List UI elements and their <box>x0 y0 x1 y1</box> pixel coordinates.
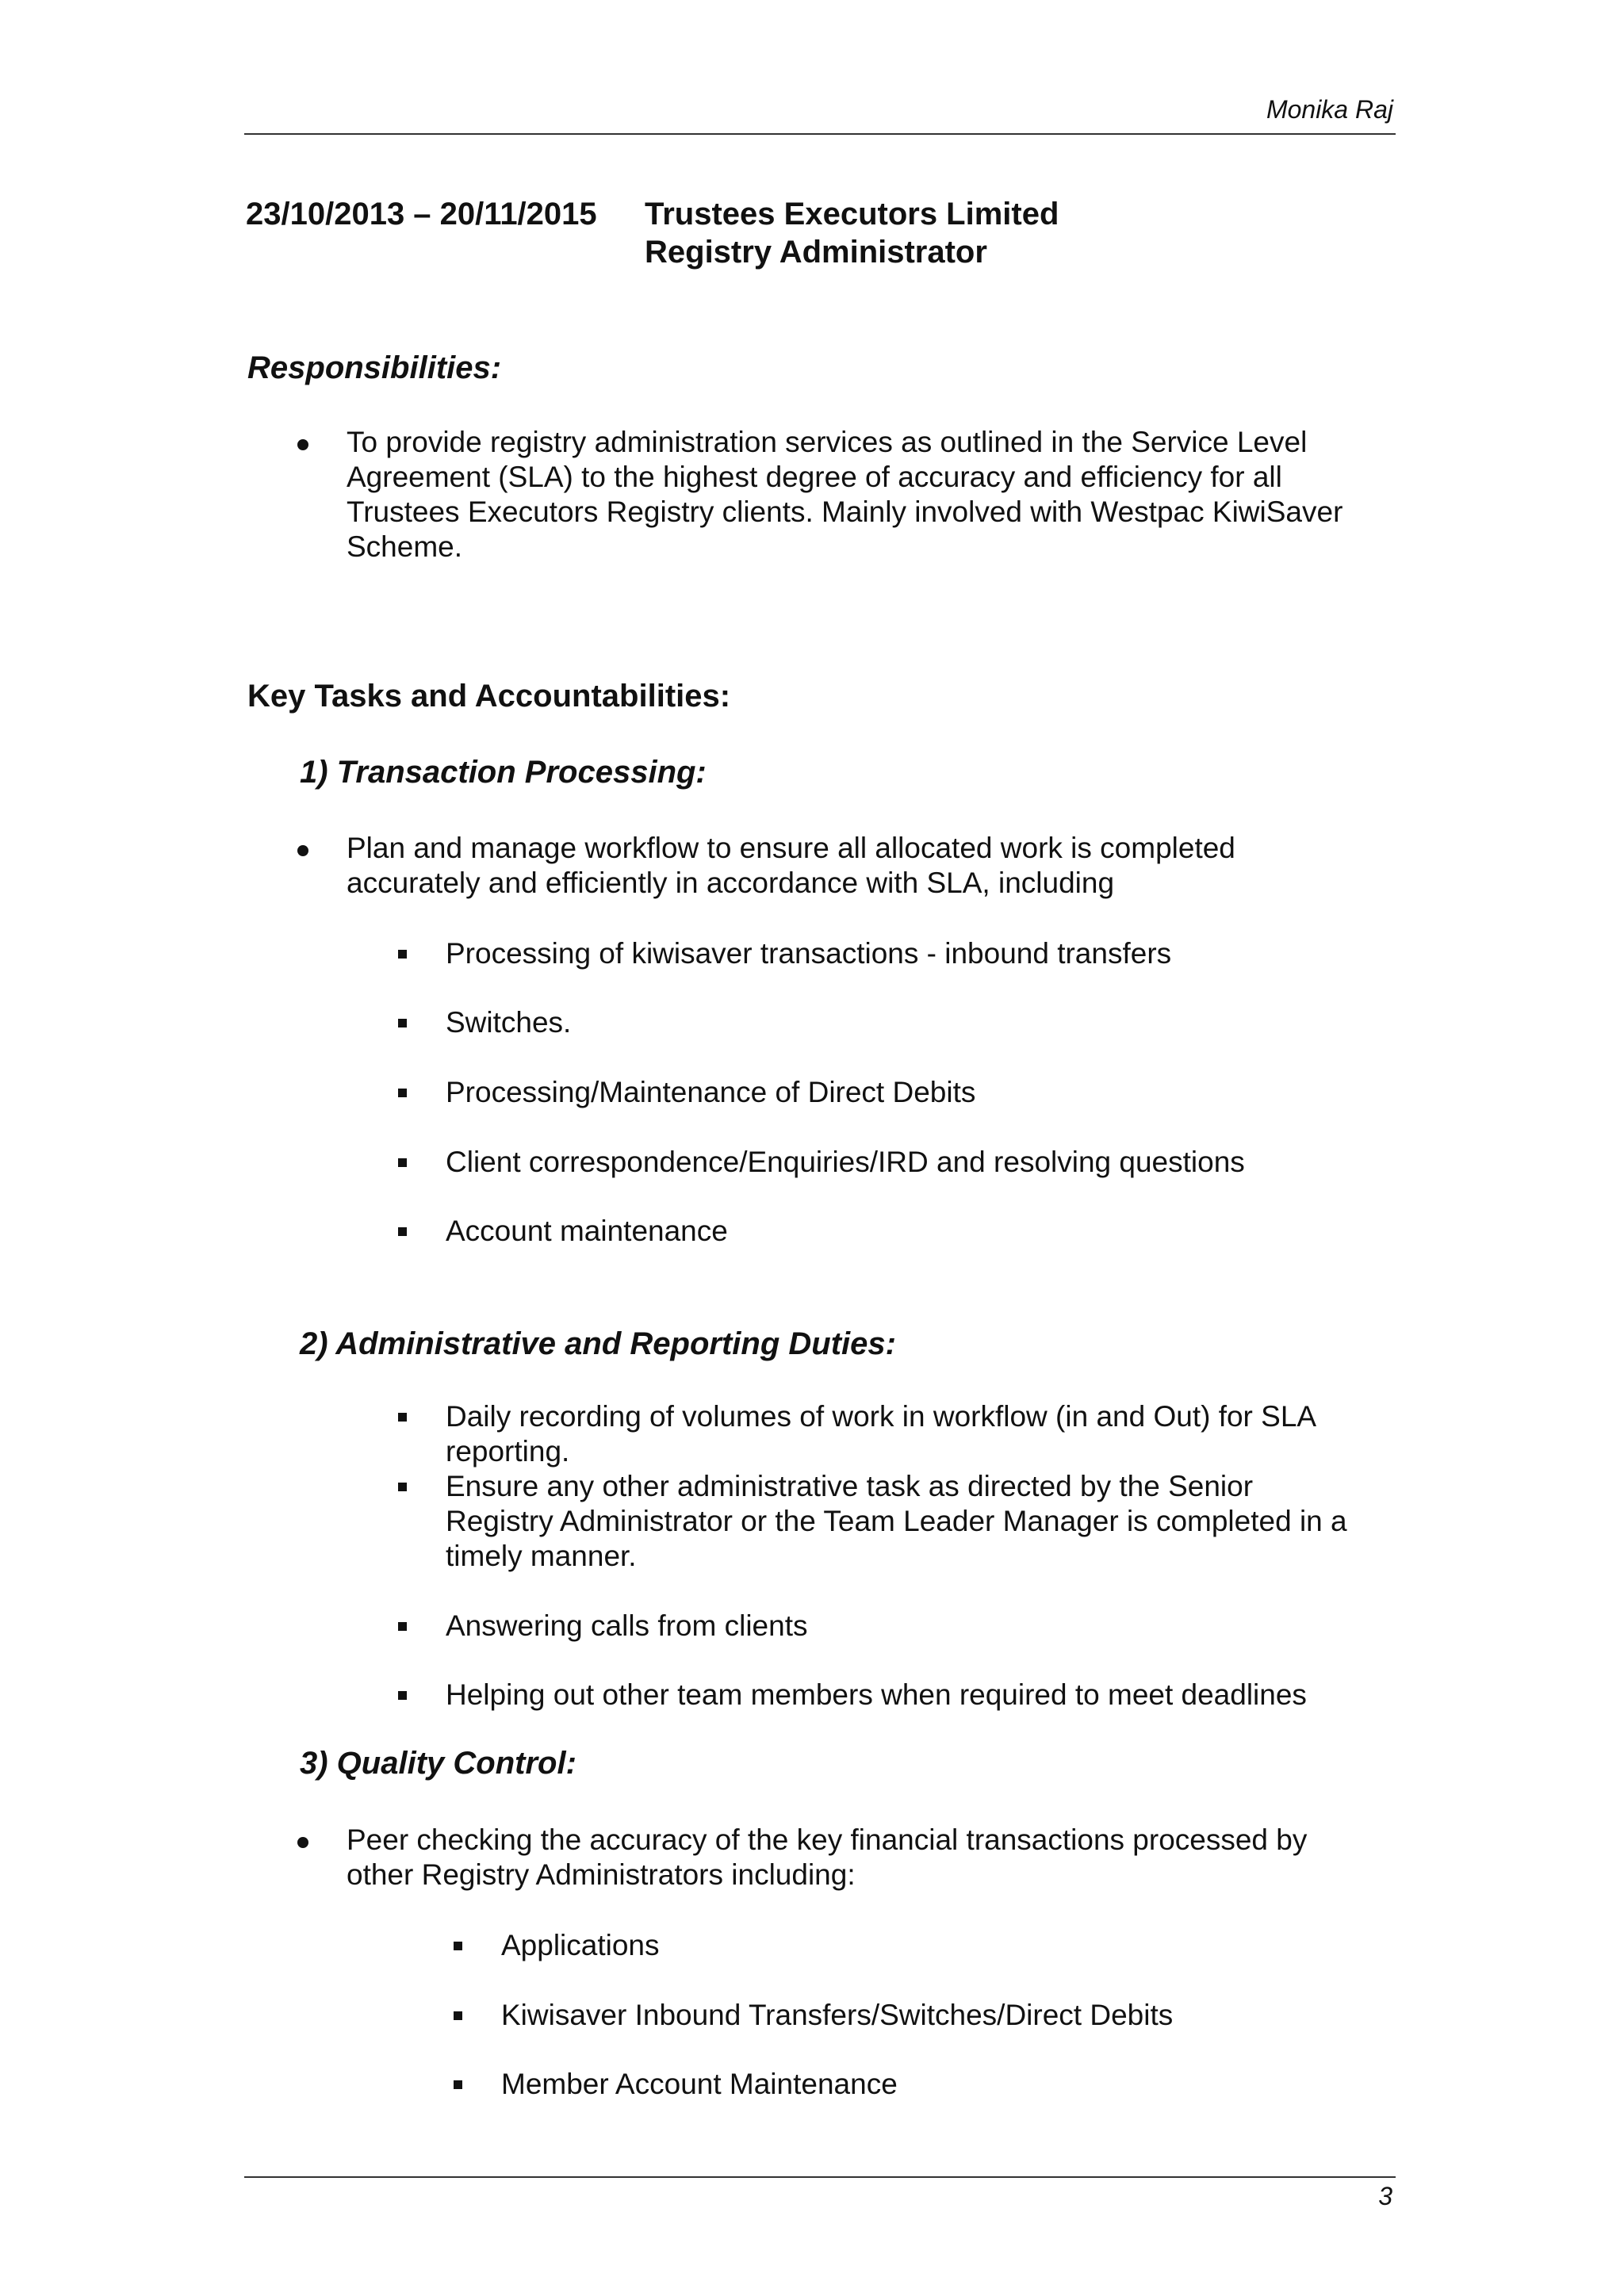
text-line: Trustees Executors Registry clients. Mainly involved with Westpac KiwiSaver <box>347 496 1343 528</box>
text-line: Agreement (SLA) to the highest degree of accuracy and efficiency for all <box>347 461 1282 493</box>
text-line: timely manner. <box>446 1540 637 1572</box>
section1-intro <box>347 831 1235 901</box>
list-item: Client correspondence/Enquiries/IRD and resolving questions <box>446 1146 1245 1178</box>
job-role: Registry Administrator <box>645 235 987 270</box>
text-line: Plan and manage workflow to ensure all allocated work is completed <box>347 832 1235 864</box>
section3-intro <box>347 1823 1307 1892</box>
text-line: reporting. <box>446 1435 570 1468</box>
list-item: Processing/Maintenance of Direct Debits <box>446 1076 976 1108</box>
bullet-dot <box>297 1837 308 1848</box>
square-bullet <box>454 2080 462 2089</box>
list-item: Answering calls from clients <box>446 1609 808 1642</box>
list-item: Switches. <box>446 1006 572 1039</box>
responsibilities-heading: Responsibilities: <box>247 350 502 385</box>
list-item: Account maintenance <box>446 1215 728 1247</box>
footer-divider <box>244 2176 1396 2178</box>
square-bullet <box>398 1483 407 1491</box>
header-name: Monika Raj <box>1266 95 1393 124</box>
responsibilities-text <box>347 425 1342 564</box>
square-bullet <box>454 2011 462 2020</box>
list-item: Applications <box>501 1929 660 1961</box>
text-line: Registry Administrator or the Team Leader Manager is completed in a <box>446 1505 1347 1537</box>
section2-item2 <box>446 1469 1347 1574</box>
text-line: other Registry Administrators including: <box>347 1858 856 1891</box>
job-employer: Trustees Executors Limited <box>645 197 1059 232</box>
square-bullet <box>398 1227 407 1236</box>
text-line: Daily recording of volumes of work in workflow (in and Out) for SLA <box>446 1400 1317 1433</box>
text-line: To provide registry administration services as outlined in the Service Level <box>347 426 1308 458</box>
list-item: Kiwisaver Inbound Transfers/Switches/Direct Debits <box>501 1999 1174 2031</box>
header-divider <box>244 133 1396 135</box>
section2-item1 <box>446 1399 1316 1469</box>
key-tasks-heading: Key Tasks and Accountabilities: <box>247 679 731 714</box>
section3-heading: 3) Quality Control: <box>300 1746 576 1781</box>
square-bullet <box>398 1019 407 1027</box>
job-dates: 23/10/2013 – 20/11/2015 <box>246 197 597 232</box>
list-item: Helping out other team members when required to meet deadlines <box>446 1678 1307 1711</box>
square-bullet <box>398 1622 407 1631</box>
text-line: Peer checking the accuracy of the key financial transactions processed by <box>347 1823 1308 1856</box>
section1-heading: 1) Transaction Processing: <box>300 755 707 790</box>
bullet-dot <box>297 845 308 856</box>
bullet-dot <box>297 439 308 450</box>
square-bullet <box>398 1691 407 1700</box>
list-item: Processing of kiwisaver transactions - inbound transfers <box>446 937 1172 970</box>
square-bullet <box>398 1089 407 1097</box>
text-line: accurately and efficiently in accordance with SLA, including <box>347 867 1115 899</box>
page-number: 3 <box>1378 2182 1392 2210</box>
square-bullet <box>398 1158 407 1167</box>
text-line: Ensure any other administrative task as directed by the Senior <box>446 1470 1254 1502</box>
text-line: Scheme. <box>347 530 463 563</box>
section2-heading: 2) Administrative and Reporting Duties: <box>300 1326 896 1361</box>
square-bullet <box>398 1413 407 1422</box>
square-bullet <box>398 950 407 959</box>
list-item: Member Account Maintenance <box>501 2068 898 2100</box>
square-bullet <box>454 1942 462 1950</box>
